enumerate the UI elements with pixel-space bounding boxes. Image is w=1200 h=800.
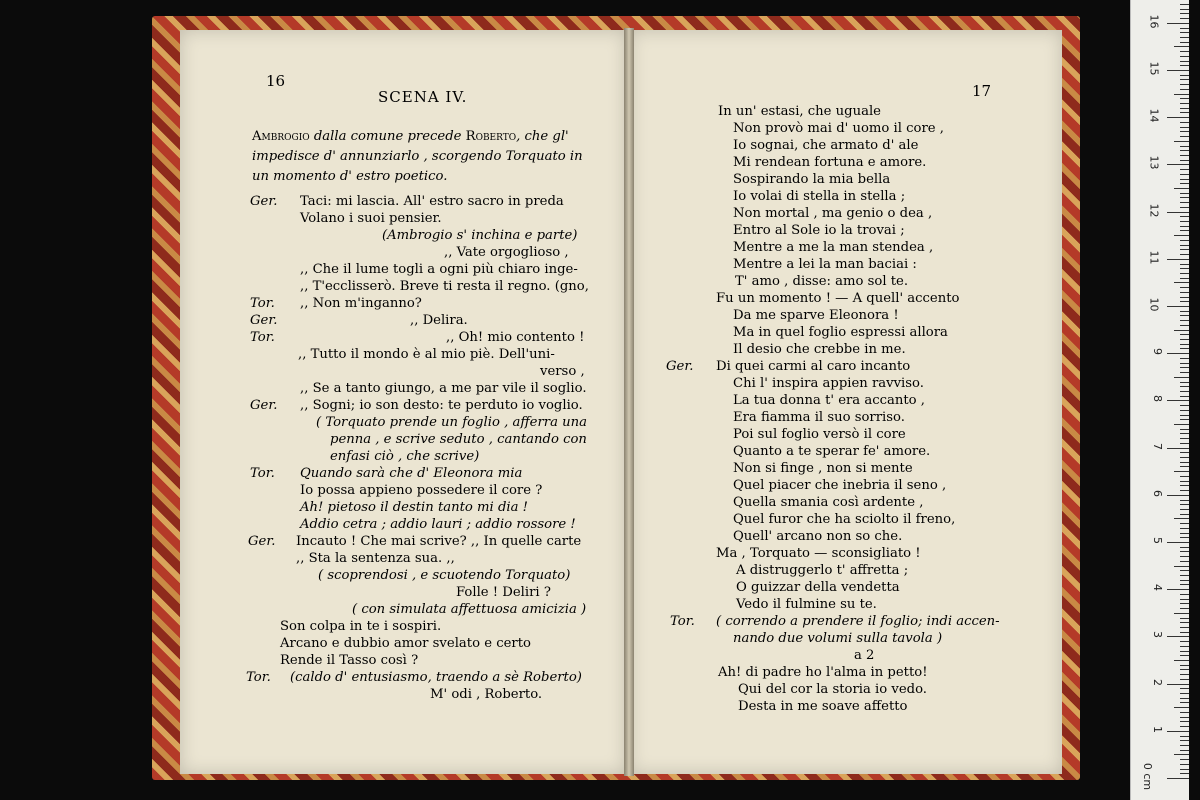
ruler-tick	[1180, 112, 1189, 113]
ruler-label: 2	[1151, 678, 1164, 686]
ruler-tick	[1180, 584, 1189, 585]
verse-line: Mentre a me la man stendea ,	[733, 240, 934, 255]
ruler-tick	[1180, 301, 1189, 302]
ruler-tick	[1180, 693, 1189, 694]
ruler-label: 10	[1147, 297, 1161, 312]
speaker-label: Tor.	[250, 330, 275, 345]
ruler-tick	[1180, 391, 1189, 392]
verse-line: ,, Vate orgoglioso ,	[444, 245, 569, 260]
verse-line: Incauto ! Che mai scrive? ,, In quelle carte	[296, 534, 582, 549]
ruler-tick	[1180, 202, 1189, 203]
ruler-tick	[1180, 268, 1189, 269]
ruler-tick	[1180, 264, 1189, 265]
ruler-tick	[1174, 94, 1189, 95]
verse-line: enfasi ciò , che scrive)	[330, 449, 480, 464]
ruler-tick	[1180, 594, 1189, 595]
ruler-tick	[1180, 570, 1189, 571]
ruler-label: 16	[1147, 14, 1161, 29]
verse-line: La tua donna t' era accanto ,	[733, 393, 925, 408]
verse-line: Non provò mai d' uomo il core ,	[733, 121, 944, 136]
ruler-tick	[1180, 160, 1189, 161]
ruler-tick	[1180, 396, 1189, 397]
ruler-tick	[1180, 721, 1189, 722]
verse-line: M' odi , Roberto.	[430, 687, 543, 702]
ruler-tick	[1180, 537, 1189, 538]
ruler-tick	[1180, 79, 1189, 80]
verse-line: Quell' arcano non so che.	[733, 529, 903, 544]
verse-line: Mentre a lei la man baciai :	[733, 257, 917, 272]
character-name: Ambrogio	[252, 129, 310, 144]
ruler-tick	[1180, 339, 1189, 340]
ruler-tick	[1180, 37, 1189, 38]
verse-line: a 2	[854, 648, 875, 663]
ruler-tick	[1180, 429, 1189, 430]
ruler-tick	[1167, 542, 1189, 543]
ruler-tick	[1180, 179, 1189, 180]
speaker-label: Tor.	[250, 296, 275, 311]
book-gutter	[624, 28, 634, 776]
ruler-tick	[1180, 769, 1189, 770]
verse-line: penna , e scrive seduto , cantando con	[330, 432, 587, 447]
ruler-label: 4	[1151, 584, 1164, 592]
ruler-tick	[1180, 457, 1189, 458]
ruler-tick	[1180, 348, 1189, 349]
verse-line: Io sognai, che armato d' ale	[733, 138, 919, 153]
ruler-tick	[1180, 551, 1189, 552]
character-name: Roberto	[465, 129, 517, 144]
verse-line: ,, Che il lume togli a ogni più chiaro inge-	[300, 262, 578, 277]
stage-text: , che gl' impedisce d' annunziarlo , scorgendo Torquato in un momento d' estro poetico.	[252, 129, 583, 184]
ruler-label: 15	[1147, 61, 1161, 76]
verse-line: Ah! pietoso il destin tanto mi dia !	[300, 500, 528, 515]
ruler-tick	[1167, 353, 1189, 354]
ruler-tick	[1180, 717, 1189, 718]
speaker-label: Ger.	[250, 398, 278, 413]
verse-line: Vedo il fulmine su te.	[736, 597, 877, 612]
speaker-label: Ger.	[248, 534, 276, 549]
ruler-tick	[1174, 707, 1189, 708]
ruler-tick	[1180, 641, 1189, 642]
verse-line: ( con simulata affettuosa amicizia )	[352, 602, 587, 617]
verse-line: Quel piacer che inebria il seno ,	[733, 478, 947, 493]
speaker-label: Tor.	[670, 614, 695, 629]
ruler-tick	[1180, 514, 1189, 515]
ruler-tick	[1180, 575, 1189, 576]
verse-line: Io possa appieno possedere il core ?	[300, 483, 543, 498]
ruler-tick	[1180, 745, 1189, 746]
ruler-tick	[1167, 164, 1189, 165]
ruler-tick	[1180, 89, 1189, 90]
ruler-tick	[1180, 18, 1189, 19]
verse-line: A distruggerlo t' affretta ;	[736, 563, 909, 578]
ruler-tick	[1180, 646, 1189, 647]
ruler-tick	[1180, 669, 1189, 670]
ruler-tick	[1180, 174, 1189, 175]
verse-line: O guizzar della vendetta	[736, 580, 900, 595]
ruler-tick	[1180, 103, 1189, 104]
verse-line: Arcano e dubbio amor svelato e certo	[280, 636, 531, 651]
ruler-tick	[1174, 754, 1189, 755]
ruler-tick	[1180, 490, 1189, 491]
ruler-tick	[1180, 65, 1189, 66]
ruler-tick	[1180, 207, 1189, 208]
verse-line: ,, Sta la sentenza sua. ,,	[296, 551, 455, 566]
ruler-tick	[1180, 580, 1189, 581]
verse-line: ,, Delira.	[410, 313, 468, 328]
ruler-tick	[1180, 599, 1189, 600]
ruler-tick	[1180, 278, 1189, 279]
verse-line: Ah! di padre ho l'alma in petto!	[718, 665, 928, 680]
ruler-tick	[1180, 84, 1189, 85]
ruler-tick	[1174, 613, 1189, 614]
ruler-tick	[1180, 702, 1189, 703]
verse-line: Addio cetra ; addio lauri ; addio rossore !	[300, 517, 576, 532]
verse-line: ,, T'ecclisserò. Breve ti resta il regno. (gno,	[300, 279, 589, 294]
ruler-tick	[1180, 42, 1189, 43]
ruler-tick	[1174, 471, 1189, 472]
verse-line: Mi rendean fortuna e amore.	[733, 155, 927, 170]
ruler-tick	[1180, 297, 1189, 298]
speaker-label: Ger.	[250, 194, 278, 209]
ruler-label: 0 cm	[1140, 762, 1154, 791]
verse-line: ( correndo a prendere il foglio; indi accen-	[716, 614, 1000, 629]
ruler-tick	[1180, 603, 1189, 604]
ruler-tick	[1174, 141, 1189, 142]
verse-line: Ma in quel foglio espressi allora	[733, 325, 948, 340]
ruler-tick	[1167, 589, 1189, 590]
ruler-tick	[1180, 688, 1189, 689]
ruler-tick	[1180, 382, 1189, 383]
ruler-tick	[1180, 608, 1189, 609]
verse-line: Desta in me soave affetto	[738, 699, 908, 714]
ruler-tick	[1180, 169, 1189, 170]
verse-line: Il desio che crebbe in me.	[733, 342, 906, 357]
ruler-tick	[1180, 462, 1189, 463]
ruler-tick	[1180, 410, 1189, 411]
ruler-tick	[1180, 334, 1189, 335]
ruler-tick	[1167, 731, 1189, 732]
verse-line: In un' estasi, che uguale	[718, 104, 881, 119]
ruler-tick	[1180, 773, 1189, 774]
ruler-tick	[1167, 117, 1189, 118]
ruler-tick	[1180, 108, 1189, 109]
verse-line: Fu un momento ! — A quell' accento	[716, 291, 960, 306]
ruler-tick	[1180, 372, 1189, 373]
page-number-right: 17	[972, 82, 992, 100]
verse-line: Ma , Torquato — sconsigliato !	[716, 546, 921, 561]
ruler-label: 13	[1147, 155, 1161, 170]
ruler-tick	[1180, 443, 1189, 444]
verse-line: ( scoprendosi , e scuotendo Torquato)	[318, 568, 571, 583]
ruler-tick	[1180, 273, 1189, 274]
ruler-tick	[1180, 122, 1189, 123]
ruler-tick	[1180, 344, 1189, 345]
verse-line: Non mortal , ma genio o dea ,	[733, 206, 933, 221]
ruler-tick	[1180, 419, 1189, 420]
speaker-label: Tor.	[250, 466, 275, 481]
ruler-tick	[1180, 509, 1189, 510]
ruler-tick	[1167, 306, 1189, 307]
verse-line: nando due volumi sulla tavola )	[733, 631, 943, 646]
ruler-tick	[1180, 315, 1189, 316]
ruler-tick	[1167, 23, 1189, 24]
page-number-left: 16	[266, 72, 286, 90]
ruler-tick	[1180, 28, 1189, 29]
verse-line: (caldo d' entusiasmo, traendo a sè Roberto)	[290, 670, 582, 685]
verse-line: Io volai di stella in stella ;	[733, 189, 906, 204]
ruler-tick	[1180, 127, 1189, 128]
ruler-tick	[1174, 235, 1189, 236]
verse-line: Chi l' inspira appien ravviso.	[733, 376, 924, 391]
ruler-tick	[1180, 155, 1189, 156]
verse-line: T' amo , disse: amo sol te.	[735, 274, 909, 289]
ruler-label: 5	[1151, 537, 1164, 544]
ruler-tick	[1180, 476, 1189, 477]
verse-line: Qui del cor la storia io vedo.	[738, 682, 927, 697]
ruler-label: 14	[1147, 108, 1161, 123]
ruler-tick	[1180, 736, 1189, 737]
ruler-tick	[1180, 367, 1189, 368]
ruler-tick	[1174, 188, 1189, 189]
verse-line: ,, Se a tanto giungo, a me par vile il soglio.	[300, 381, 587, 396]
ruler-tick	[1180, 452, 1189, 453]
ruler-tick	[1180, 230, 1189, 231]
ruler-tick	[1174, 282, 1189, 283]
ruler-tick	[1180, 240, 1189, 241]
ruler-tick	[1167, 636, 1189, 637]
ruler-tick	[1180, 438, 1189, 439]
ruler-tick	[1180, 56, 1189, 57]
verse-line: ,, Sogni; io son desto: te perduto io voglio.	[300, 398, 583, 413]
verse-line: ,, Non m'inganno?	[300, 296, 422, 311]
scene-title: SCENA IV.	[378, 88, 468, 106]
ruler-tick	[1180, 245, 1189, 246]
ruler-label: 8	[1151, 395, 1164, 403]
ruler-tick	[1174, 518, 1189, 519]
ruler-tick	[1167, 212, 1189, 213]
ruler-tick	[1180, 764, 1189, 765]
verse-line: Era fiamma il suo sorriso.	[733, 410, 905, 425]
verse-line: Non si finge , non si mente	[733, 461, 913, 476]
ruler-tick	[1180, 712, 1189, 713]
ruler-tick	[1180, 698, 1189, 699]
ruler-tick	[1180, 363, 1189, 364]
ruler-tick	[1180, 466, 1189, 467]
ruler-tick	[1180, 556, 1189, 557]
ruler-tick	[1167, 778, 1189, 779]
ruler-tick	[1167, 70, 1189, 71]
ruler-tick	[1180, 622, 1189, 623]
ruler-tick	[1180, 183, 1189, 184]
ruler-tick	[1180, 197, 1189, 198]
ruler-tick	[1180, 146, 1189, 147]
ruler-tick	[1174, 330, 1189, 331]
ruler-tick	[1180, 9, 1189, 10]
ruler-label: 1	[1151, 725, 1164, 733]
ruler-tick	[1167, 495, 1189, 496]
verse-line: Folle ! Deliri ?	[456, 585, 551, 600]
ruler-tick	[1180, 13, 1189, 14]
ruler-tick	[1180, 655, 1189, 656]
verse-line: ,, Tutto il mondo è al mio piè. Dell'uni-	[298, 347, 555, 362]
ruler-tick	[1174, 46, 1189, 47]
ruler-tick	[1167, 259, 1189, 260]
ruler-label: 9	[1151, 348, 1164, 356]
ruler-tick	[1180, 51, 1189, 52]
verse-line: Son colpa in te i sospiri.	[280, 619, 442, 634]
ruler-tick	[1180, 759, 1189, 760]
ruler-tick	[1180, 221, 1189, 222]
verse-line: ,, Oh! mio contento !	[446, 330, 585, 345]
ruler-label: 7	[1151, 442, 1164, 450]
ruler-tick	[1180, 136, 1189, 137]
verse-line: Quanto a te sperar fe' amore.	[733, 444, 931, 459]
ruler-tick	[1180, 249, 1189, 250]
ruler-tick	[1180, 726, 1189, 727]
ruler-tick	[1180, 433, 1189, 434]
ruler-tick	[1180, 4, 1189, 5]
stage-text: dalla comune precede	[313, 129, 462, 144]
ruler-tick	[1180, 504, 1189, 505]
ruler-tick	[1167, 684, 1189, 685]
ruler-tick	[1180, 75, 1189, 76]
verse-line: (Ambrogio s' inchina e parte)	[382, 228, 578, 243]
ruler-tick	[1180, 405, 1189, 406]
verse-line: Rende il Tasso così ?	[280, 653, 419, 668]
verse-line: ( Torquato prende un foglio , afferra una	[316, 415, 587, 430]
verse-line: Quella smania così ardente ,	[733, 495, 924, 510]
ruler-tick	[1180, 287, 1189, 288]
speaker-label: Ger.	[250, 313, 278, 328]
ruler-tick	[1180, 311, 1189, 312]
ruler-tick	[1180, 627, 1189, 628]
ruler-tick	[1180, 500, 1189, 501]
ruler-tick	[1180, 561, 1189, 562]
ruler-tick	[1180, 528, 1189, 529]
ruler-tick	[1180, 131, 1189, 132]
ruler-label: 6	[1151, 489, 1164, 497]
ruler-tick	[1180, 415, 1189, 416]
ruler-tick	[1180, 325, 1189, 326]
ruler-tick	[1174, 377, 1189, 378]
ruler-tick	[1167, 400, 1189, 401]
speaker-label: Tor.	[246, 670, 271, 685]
ruler-tick	[1180, 523, 1189, 524]
ruler-tick	[1180, 481, 1189, 482]
ruler-tick	[1180, 533, 1189, 534]
ruler-tick	[1180, 216, 1189, 217]
ruler-tick	[1180, 618, 1189, 619]
ruler-tick	[1180, 632, 1189, 633]
ruler-tick	[1180, 98, 1189, 99]
ruler-label: 3	[1151, 631, 1164, 639]
ruler-label: 11	[1147, 250, 1161, 265]
ruler-tick	[1180, 61, 1189, 62]
ruler-tick	[1180, 485, 1189, 486]
ruler-tick	[1180, 386, 1189, 387]
ruler-tick	[1180, 358, 1189, 359]
ruler-tick	[1180, 547, 1189, 548]
ruler-tick	[1180, 254, 1189, 255]
verse-line: Sospirando la mia bella	[733, 172, 891, 187]
ruler-tick	[1180, 665, 1189, 666]
ruler-tick	[1180, 193, 1189, 194]
verse-line: Volano i suoi pensier.	[300, 211, 442, 226]
verse-line: Entro al Sole io la trovai ;	[733, 223, 905, 238]
verse-line: Quando sarà che d' Eleonora mia	[300, 466, 523, 481]
ruler-tick	[1180, 320, 1189, 321]
ruler-tick	[1174, 566, 1189, 567]
verse-line: Quel furor che ha sciolto il freno,	[733, 512, 956, 527]
verse-line: Taci: mi lascia. All' estro sacro in preda	[300, 194, 564, 209]
stage-direction-intro	[252, 127, 592, 187]
ruler-tick	[1180, 32, 1189, 33]
speaker-label: Ger.	[666, 359, 694, 374]
verse-line: verso ,	[540, 364, 585, 379]
measurement-ruler	[1130, 0, 1189, 800]
ruler-tick	[1180, 679, 1189, 680]
ruler-tick	[1174, 424, 1189, 425]
ruler-tick	[1180, 651, 1189, 652]
ruler-tick	[1180, 674, 1189, 675]
ruler-tick	[1180, 226, 1189, 227]
ruler-tick	[1167, 448, 1189, 449]
ruler-tick	[1180, 292, 1189, 293]
ruler-tick	[1180, 750, 1189, 751]
ruler-tick	[1174, 660, 1189, 661]
verse-line: Di quei carmi al caro incanto	[716, 359, 911, 374]
verse-line: Poi sul foglio versò il core	[733, 427, 906, 442]
verse-line: Da me sparve Eleonora !	[733, 308, 899, 323]
ruler-tick	[1180, 740, 1189, 741]
ruler-label: 12	[1147, 203, 1161, 218]
ruler-tick	[1180, 150, 1189, 151]
